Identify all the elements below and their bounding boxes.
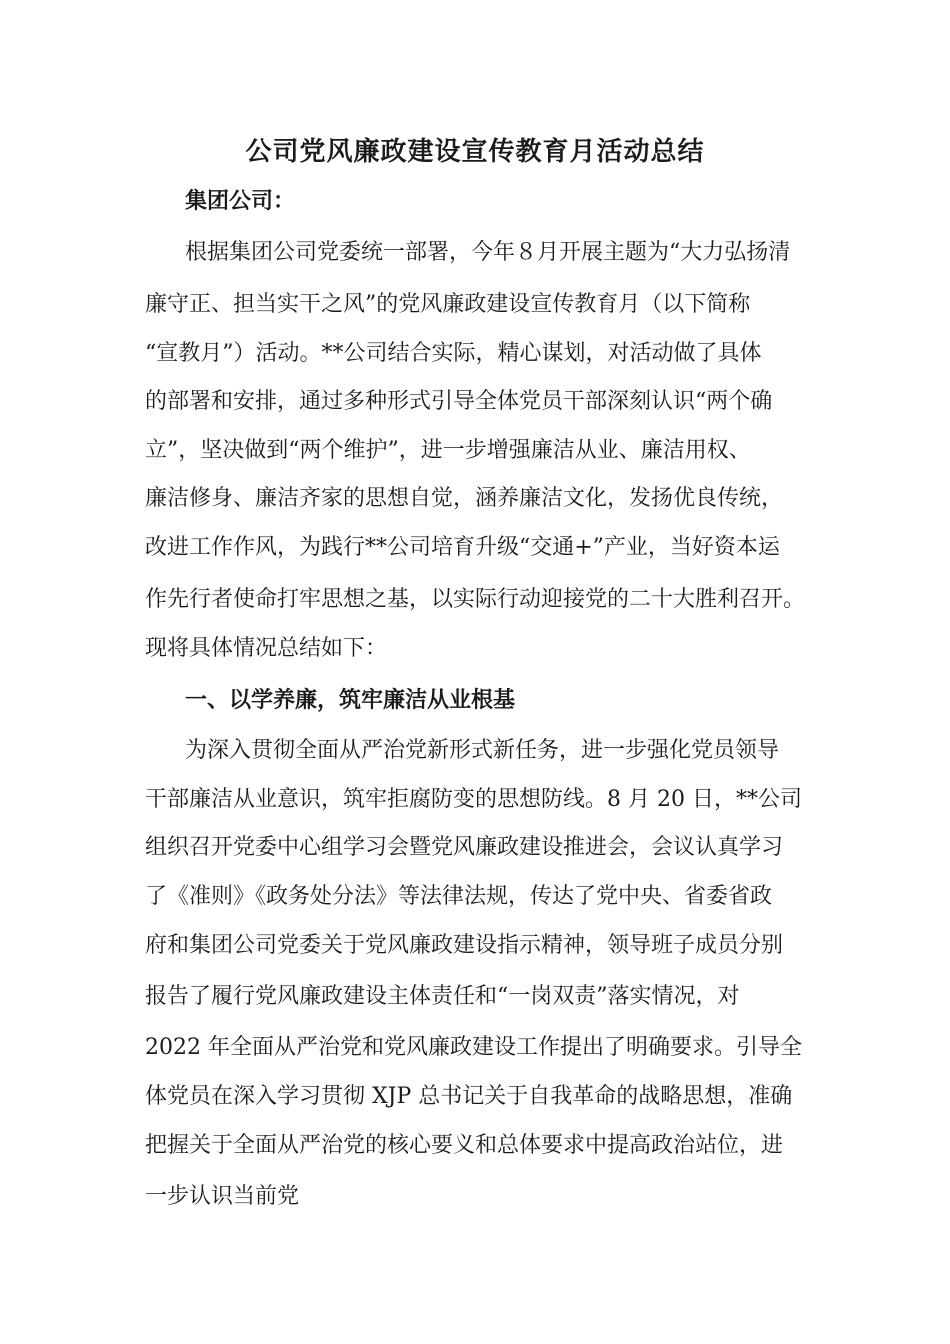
- paragraph1-line: 改进工作作风，为践行**公司培育升级“交通+”产业，当好资本运: [145, 535, 780, 560]
- paragraph2-line: 把握关于全面从严治党的核心要义和总体要求中提高政治站位，进: [145, 1133, 784, 1158]
- paragraph1-line: 根据集团公司党委统一部署，今年８月开展主题为“大力弘扬清: [185, 240, 791, 265]
- document-title: 公司党风廉政建设宣传教育月活动总结: [245, 137, 705, 167]
- paragraph1-line: 廉守正、担当实干之风”的党风廉政建设宣传教育月（以下简称: [145, 292, 751, 317]
- paragraph2-line: 府和集团公司党委关于党风廉政建设指示精神，领导班子成员分别: [145, 933, 784, 958]
- paragraph2-line: 组织召开党委中心组学习会暨党风廉政建设推进会，会议认真学习: [145, 835, 784, 860]
- paragraph1-line: 作先行者使命打牢思想之基，以实际行动迎接党的二十大胜利召开。: [145, 587, 806, 612]
- paragraph1-line: “宣教月”）活动。**公司结合实际，精心谋划，对活动做了具体: [145, 341, 762, 366]
- salutation: 集团公司：: [185, 188, 296, 214]
- paragraph1-line: 廉洁修身、廉洁齐家的思想自觉，涵养廉洁文化，发扬优良传统，: [145, 486, 784, 511]
- paragraph2-line: 了《准则》《政务处分法》等法律法规，传达了党中央、省委省政: [145, 884, 773, 909]
- paragraph2-line: 体党员在深入学习贯彻 XJP 总书记关于自我革命的战略思想，准确: [145, 1084, 793, 1109]
- paragraph2-line: 报告了履行党风廉政建设主体责任和“一岗双责”落实情况，对: [145, 984, 740, 1009]
- section-heading: 一、以学养廉，筑牢廉洁从业根基: [185, 687, 516, 713]
- paragraph2-line: 2022 年全面从严治党和党风廉政建设工作提出了明确要求。引导全: [145, 1035, 802, 1060]
- paragraph2-line: 为深入贯彻全面从严治党新形式新任务，进一步强化党员领导: [185, 738, 780, 763]
- paragraph2-line: 干部廉洁从业意识，筑牢拒腐防变的思想防线。8 月 20 日，**公司: [145, 787, 802, 812]
- paragraph1-line: 的部署和安排，通过多种形式引导全体党员干部深刻认识“两个确: [145, 389, 773, 414]
- paragraph2-line: 一步认识当前党: [145, 1184, 300, 1209]
- paragraph1-line: 现将具体情况总结如下：: [145, 636, 388, 661]
- paragraph1-line: 立”，坚决做到“两个维护”，进一步增强廉洁从业、廉洁用权、: [145, 438, 751, 463]
